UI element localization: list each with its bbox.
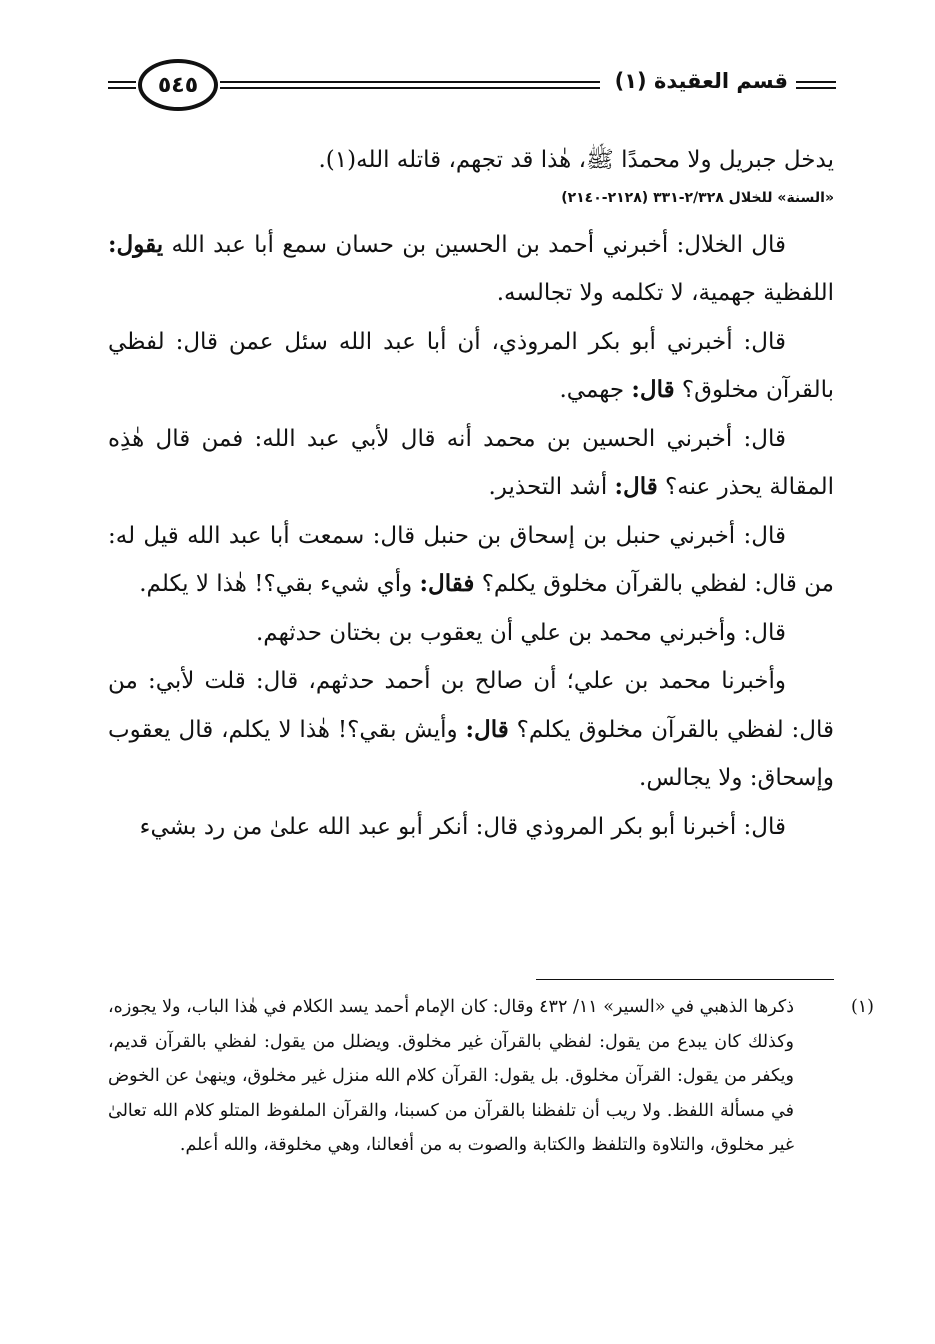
paragraph: قال: وأخبرني محمد بن علي أن يعقوب بن بختان حدثهم. [256,619,786,646]
paragraph [108,221,834,318]
footnote-number: (١) [850,997,874,1017]
bold-word: قال: [614,473,658,500]
paragraph-text: اللفظية جهمية، لا تكلمه ولا تجالسه. [496,280,834,306]
bold-word: قال: [465,715,509,743]
header-rule-right [796,81,836,89]
paragraph-text: قال الخلال: أخبرني أحمد بن الحسين بن حسان سمع أبا عبد الله [171,231,786,258]
paragraph-text: وأيش بقي؟! هٰذا لا يكلم، قال يعقوب وإسحاق: ولا يجالس. [108,716,834,791]
main-text [108,136,834,851]
footnote-paragraph [108,990,874,1163]
paragraph-text: قال: أخبرني أبو بكر المروذي، أن أبا عبد الله سئل عمن قال: لفظي بالقرآن مخلوق؟ [108,328,834,403]
paragraph [108,657,834,803]
section-title: قسم العقيدة (١) [614,69,788,93]
bold-word: يقول: [108,230,164,258]
paragraph [108,318,834,415]
paragraph-text: قال: أخبرني الحسين بن محمد أنه قال لأبي عبد الله: فمن قال هٰذِه المقالة يحذر عنه؟ [108,425,834,500]
citation: «السنة» للخلال ٢/٣٢٨-٣٣١ (٢١٢٨-٢١٤٠) [561,189,834,206]
paragraph-text: وأخبرنا محمد بن علي؛ أن صالح بن أحمد حدثهم، قال: قلت لأبي: من قال: لفظي بالقرآن مخلوق يكلم؟ [108,668,834,743]
header-rule-middle [220,81,600,89]
paragraph [108,512,834,609]
paragraph-text: وأي شيء بقي؟! هٰذا لا يكلم. [139,571,420,597]
header-rule-left [108,81,136,89]
paragraph: يدخل جبريل ولا محمدًا ﷺ، هٰذا قد تجهم، قاتله الله(١). [318,147,834,173]
paragraph [108,415,834,512]
bold-word: قال: [631,376,675,403]
page-number: ٥٤٥ [138,59,218,111]
paragraph-text: قال: أخبرني حنبل بن إسحاق بن حنبل قال: سمعت أبا عبد الله قيل له: من قال: لفظي بالقرآن مخلوق يكلم؟ [108,522,834,597]
footnote [108,990,874,1163]
footnote-separator [536,979,834,980]
paragraph-text: أشد التحذير. [488,474,615,500]
footnote-text: ذكرها الذهبي في «السير» ١١/ ٤٣٢ وقال: كان الإمام أحمد يسد الكلام في هٰذا الباب، ولا يجوزه، وكذلك كان يبدع من يقول: لفظي بالقرآن غير مخلوق. ويضلل من يقول: لفظي بالقرآن قديم، ويكفر من يقول: القرآن مخلوق. بل يقول: القرآن كلام الله منزل غير مخلوق، وينهىٰ عن الخوض في مسألة اللفظ. ولا ريب أن تلفظنا بالقرآن من كسبنا، والقرآن الملفوظ المتلو كلام الله تعالىٰ غير مخلوق، والتلاوة والتلفظ والكتابة والصوت به من أفعالنا، وهي مخلوقة، والله أعلم. [108,997,794,1155]
page-header [108,55,836,119]
paragraph-text: جهمي. [559,377,632,403]
paragraph: قال: أخبرنا أبو بكر المروذي قال: أنكر أبو عبد الله علىٰ من رد بشيء [139,813,786,840]
bold-word: فقال: [419,570,475,597]
